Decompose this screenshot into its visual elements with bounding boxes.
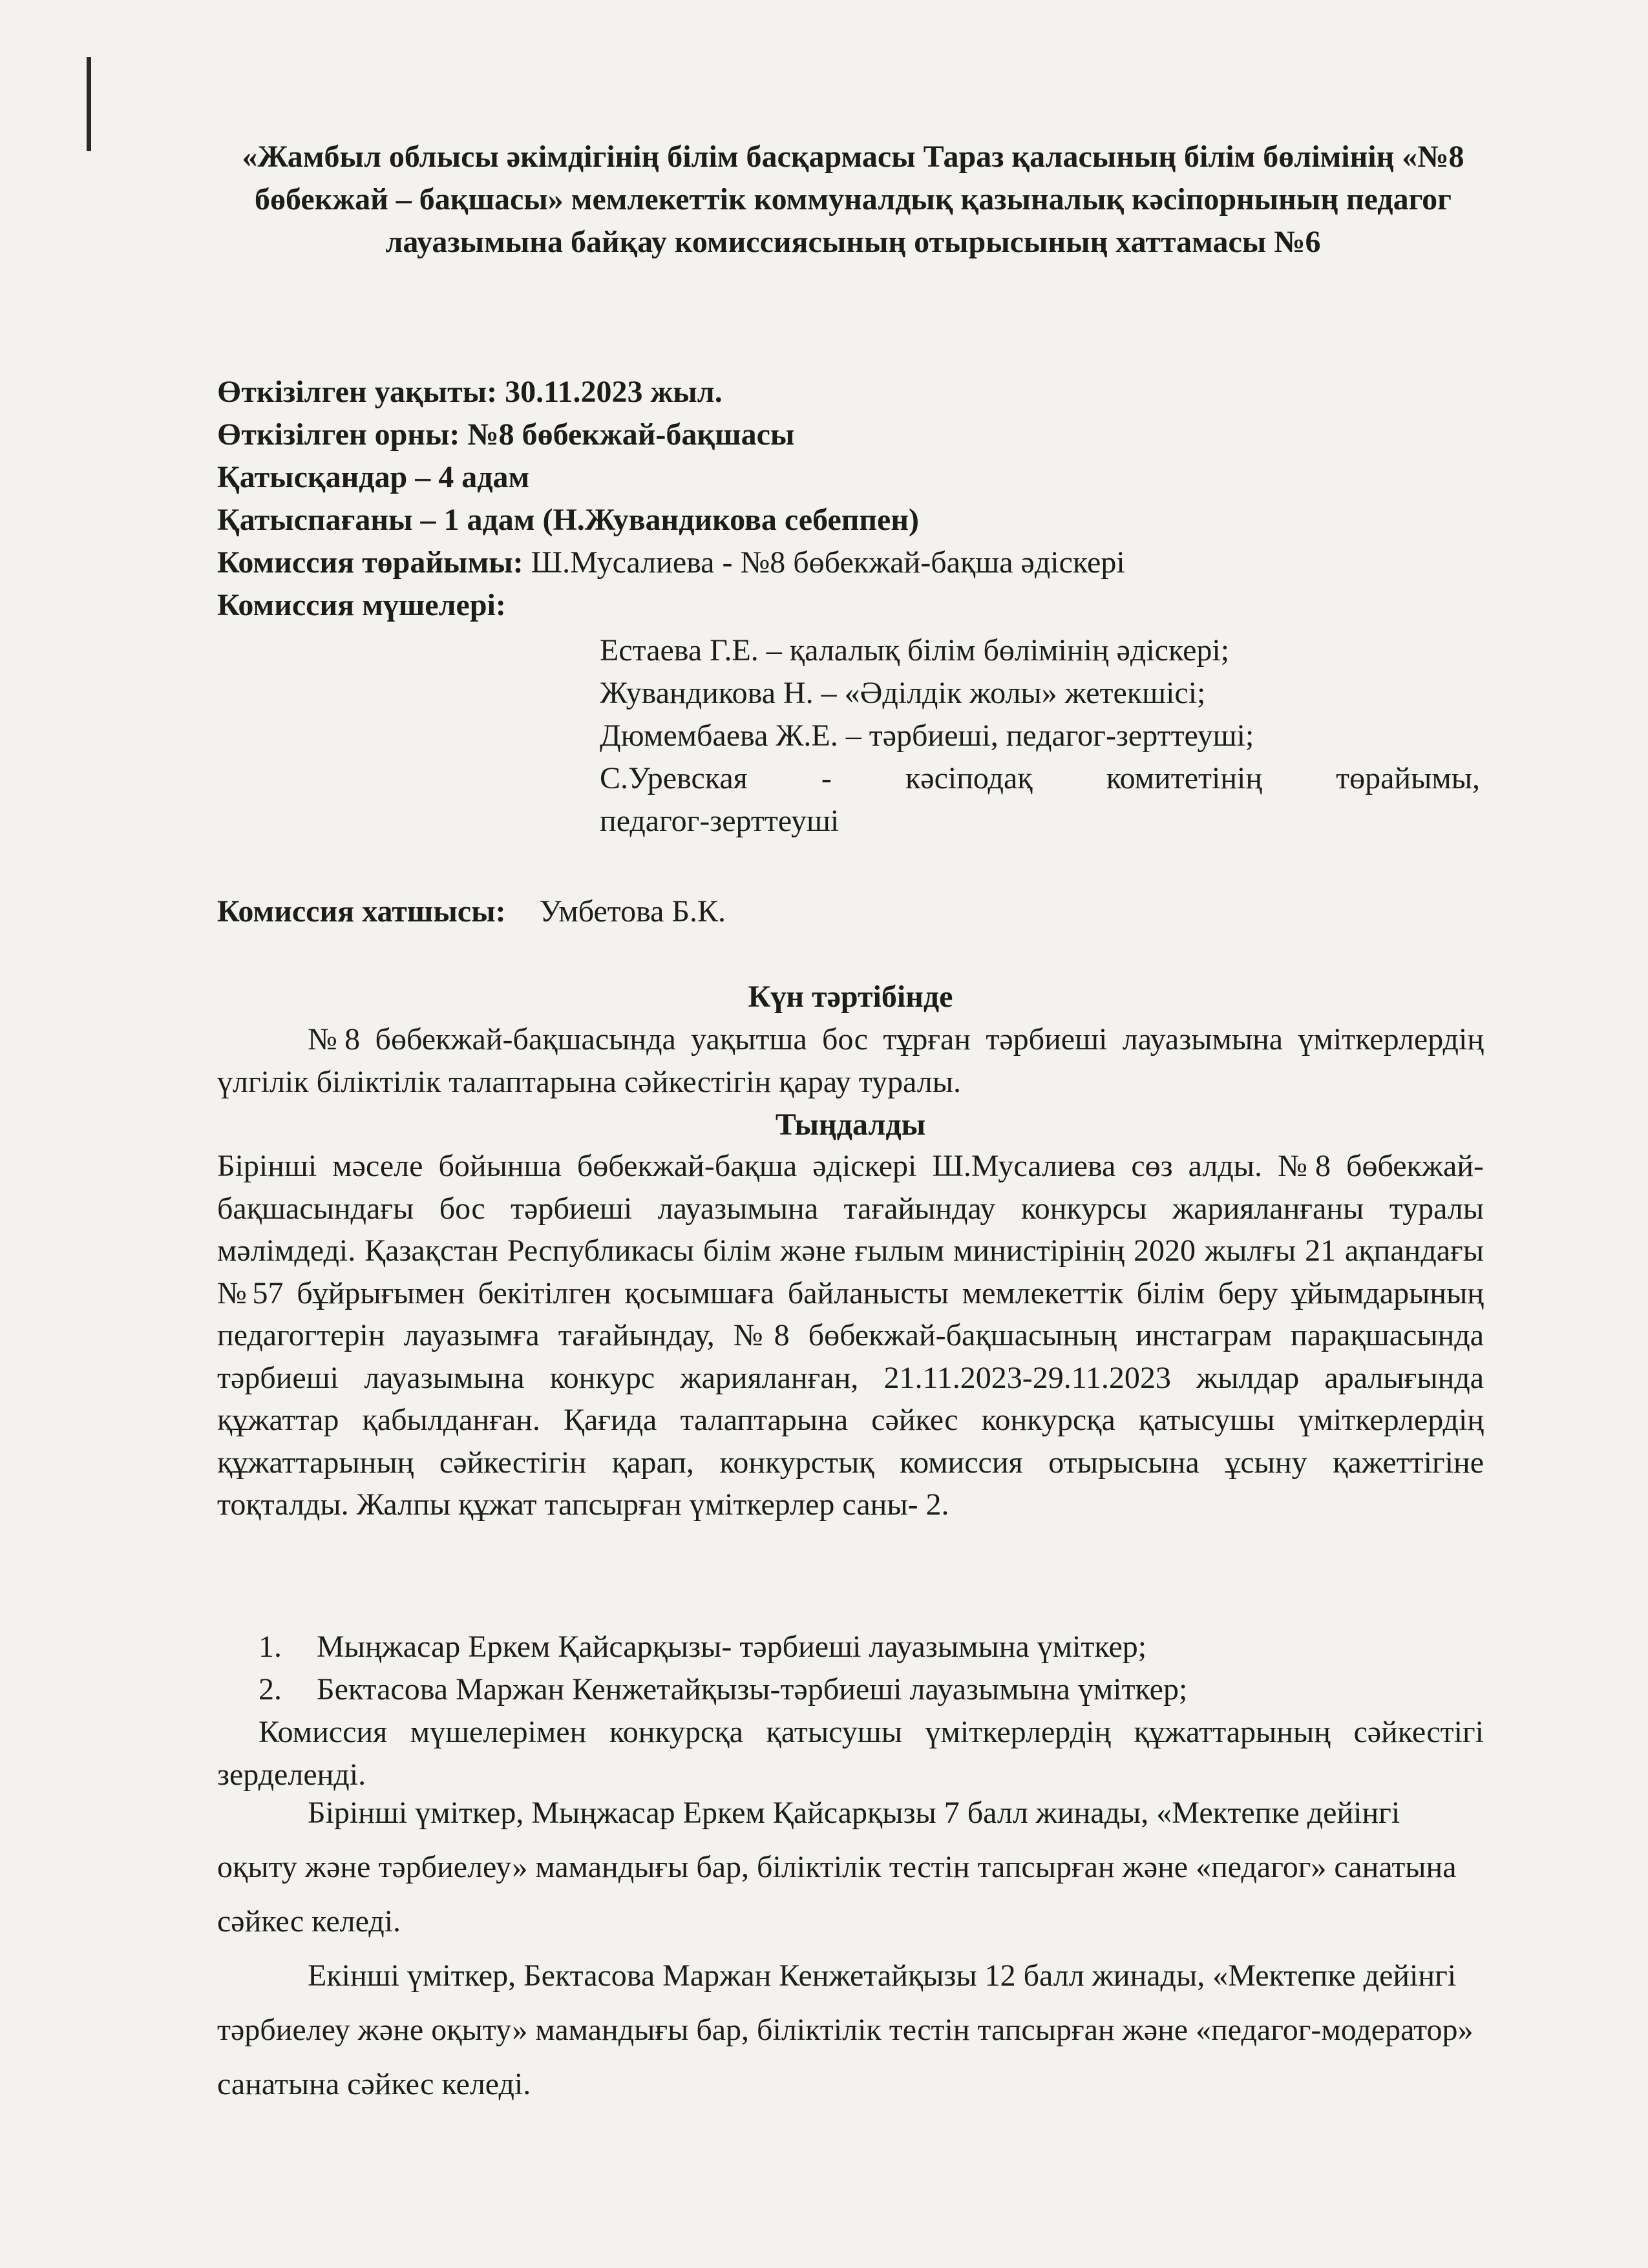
agenda-text: №8 бөбекжай-бақшасында уақытша бос тұрған тәрбиеші лауазымына үміткерлердің үлгілік біліктілік талаптарына сәйкестігін қарау туралы. bbox=[217, 1022, 1484, 1099]
meta-present: Қатысқандар – 4 адам bbox=[217, 460, 530, 494]
heard-heading: Тыңдалды bbox=[775, 1108, 926, 1142]
chair-value: Ш.Мусалиева - №8 бөбекжай-бақша әдіскері bbox=[531, 545, 1125, 580]
heard-paragraph-4-text: Екінші үміткер, Бектасова Маржан Кенжетайқызы 12 балл жинады, «Мектепке дейінгі тәрбиелеу және оқыту» мамандығы бар, біліктілік тестін тапсырған және «педагог-модератор» санатына сәйкес келеді. bbox=[217, 1958, 1474, 2101]
meta-absent: Қатыспағаны – 1 адам (Н.Жувандикова себеппен) bbox=[217, 503, 919, 537]
secretary-value: Умбетова Б.К. bbox=[539, 894, 726, 929]
member-3: Дюмембаева Ж.Е. – тәрбиеші, педагог-зерттеуші; bbox=[600, 719, 1254, 753]
meta-time: Өткізілген уақыты: 30.11.2023 жыл. bbox=[217, 375, 723, 409]
member-4-line2: педагог-зерттеуші bbox=[600, 804, 840, 838]
document-title: «Жамбыл облысы әкімдігінің білім басқармасы Тараз қаласының білім бөлімінің «№8 бөбекжай – бақшасы» мемлекеттік коммуналдық қазыналық кәсіпорнының педагог лауазымына байқау комиссиясының отырысының хаттамасы №6 bbox=[242, 140, 1464, 259]
heard-paragraph-1: Бірінші мәселе бойынша бөбекжай-бақша әдіскері Ш.Мусалиева сөз алды. №8 бөбекжай-бақшасындағы бос тәрбиеші лауазымына тағайындау конкурсы жарияланғаны туралы мәлімдеді. Қазақстан Республикасы білім және ғылым министірінің 2020 жылғы 21 ақпандағы №57 бұйрығымен бекітілген қосымшаға байланысты мемлекеттік білім беру ұйымдарының педагогтерін лауазымға тағайындау, №8 бөбекжай-бақшасының инстаграм парақшасында тәрбиеші лауазымына конкурс жарияланған, 21.11.2023-29.11.2023 жылдар аралығында құжаттар қабылданған. Қағида талаптарына сәйкес конкурсқа қатысушы үміткерлердің құжаттарының сәйкестігін қарап, конкурстық комиссия отырысына ұсыну қажеттігіне тоқталды. Жалпы құжат тапсырған үміткерлер саны- 2. bbox=[217, 1149, 1484, 1522]
list-text: Бектасова Маржан Кенжетайқызы-тәрбиеші лауазымына үміткер; bbox=[317, 1672, 1188, 1706]
members-label: Комиссия мүшелері: bbox=[217, 588, 506, 622]
member-4-part: комитетінің bbox=[1106, 761, 1263, 795]
member-2: Жувандикова Н. – «Әділдік жолы» жетекшісі; bbox=[600, 676, 1206, 710]
secretary-line bbox=[217, 890, 726, 933]
list-number: 1. bbox=[259, 1630, 282, 1664]
member-4 bbox=[600, 757, 1480, 800]
member-4-part: С.Уревская bbox=[600, 761, 748, 795]
member-4-part: кәсіподақ bbox=[905, 761, 1033, 795]
heard-paragraph-3-text: Бірінші үміткер, Мыңжасар Еркем Қайсарқызы 7 балл жинады, «Мектепке дейінгі оқыту және тәрбиелеу» мамандығы бар, біліктілік тестін тапсырған және «педагог» санатына сәйкес келеді. bbox=[217, 1796, 1457, 1938]
agenda-heading: Күн тәртібінде bbox=[748, 980, 953, 1014]
member-1: Естаева Г.Е. – қалалық білім бөлімінің әдіскері; bbox=[600, 633, 1230, 667]
list-number: 2. bbox=[259, 1672, 282, 1706]
member-4-part: төрайымы, bbox=[1336, 761, 1480, 795]
meta-place: Өткізілген орны: №8 бөбекжай-бақшасы bbox=[217, 417, 795, 452]
chair-label: Комиссия төрайымы: bbox=[217, 545, 523, 580]
heard-paragraph-3 bbox=[217, 1786, 1484, 1949]
chair-line bbox=[217, 541, 1125, 584]
list-text: Мыңжасар Еркем Қайсарқызы- тәрбиеші лауазымына үміткер; bbox=[317, 1630, 1147, 1664]
secretary-label: Комиссия хатшысы: bbox=[217, 894, 506, 929]
list-item bbox=[259, 1626, 1146, 1668]
heard-paragraph-4 bbox=[217, 1949, 1484, 2112]
member-4-part: - bbox=[821, 761, 832, 795]
margin-mark bbox=[87, 57, 91, 151]
heard-paragraph-2: Комиссия мүшелерімен конкурсқа қатысушы үміткерлердің құжаттарының сәйкестігі зерделенді. bbox=[217, 1715, 1484, 1792]
list-item bbox=[259, 1668, 1187, 1711]
